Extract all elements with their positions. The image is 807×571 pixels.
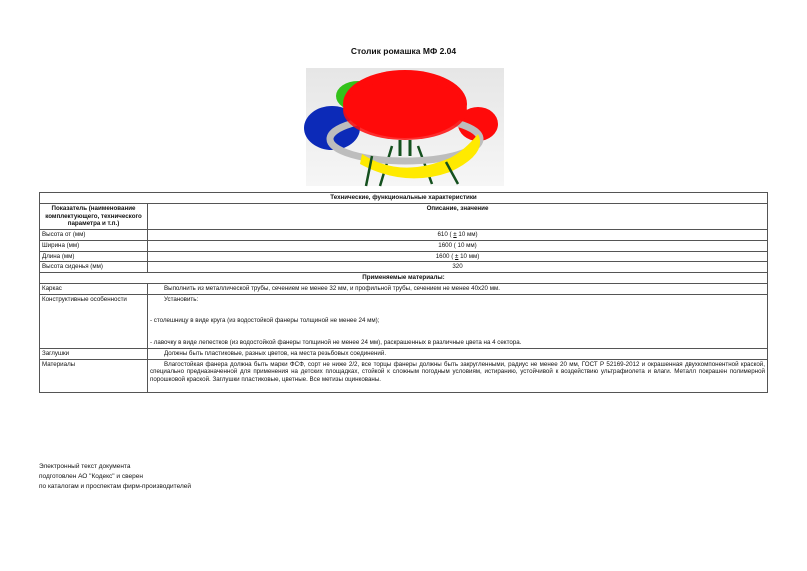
footer-note [39,462,191,491]
column-header-parameter: Показатель (наименование комплектующего, технического параметра и т.п.) [40,203,148,229]
spec-table [39,192,768,393]
row-label: Конструктивные особенности [40,294,148,348]
row-label: Материалы [40,359,148,392]
row-value: 1600 ( 10 мм) [148,240,768,251]
row-label: Каркас [40,283,148,294]
row-label: Высота от (мм) [40,230,148,241]
row-label: Заглушки [40,348,148,359]
row-value [148,294,768,348]
table-top-edge [343,80,467,140]
table-row [40,230,768,241]
section-header-characteristics: Технические, функциональные характеристики [40,193,768,204]
table-illustration [300,64,510,190]
column-header-value: Описание, значение [148,203,768,229]
row-label: Ширина (мм) [40,240,148,251]
row-value: Выполнить из металлической трубы, сечением не менее 32 мм, и профильной трубы, сечением не менее 40х20 мм. [148,283,768,294]
document-title: Столик ромашка МФ 2.04 [350,46,457,56]
table-row [40,359,768,392]
construct-item: - столешницу в виде круга (из водостойкой фанеры толщиной не менее 24 мм); [150,317,380,325]
footer-line: подготовлен АО "Кодекс" и сверен [39,472,143,480]
construct-intro: Установить: [164,295,199,303]
footer-line: Электронный текст документа [39,463,131,470]
section-header-materials: Применяемые материалы: [40,273,768,284]
construct-item: - лавочку в виде лепестков (из водостойкой фанеры толщиной не менее 24 мм), раскрашенных в различные цвета на 4 сектора. [150,339,522,346]
table-row [40,283,768,294]
table-row [40,294,768,348]
footer-line: по каталогам и проспектам фирм-производителей [39,482,192,490]
row-value: 1600 ( ± 10 мм) [148,251,768,262]
row-value: Влагостойкая фанера должна быть марки ФСФ, сорт не ниже 2/2, все торцы фанеры должны быть закругленными, радиус не менее 20 мм, ГОСТ Р 52169-2012 и окрашенная двухкомпонентной краской, специально предназначенной для применения на детских площадках, стойкой к сложным погодным условиям, истиранию, устойчивой к воздействию ультрафиолета и влаги. Металл покрашен полимерной порошковой краской. Заглушки пластиковые, цветные. Все метизы оцинкованы. [148,359,768,392]
table-row [40,262,768,273]
table-row [40,240,768,251]
table-row [40,251,768,262]
row-value: 610 ( ± 10 мм) [148,230,768,241]
row-value: Должны быть пластиковые, разных цветов, на места резьбовых соединений. [148,348,768,359]
table-row [40,348,768,359]
row-label: Высота сиденья (мм) [40,262,148,273]
row-label: Длина (мм) [40,251,148,262]
row-value: 320 [148,262,768,273]
